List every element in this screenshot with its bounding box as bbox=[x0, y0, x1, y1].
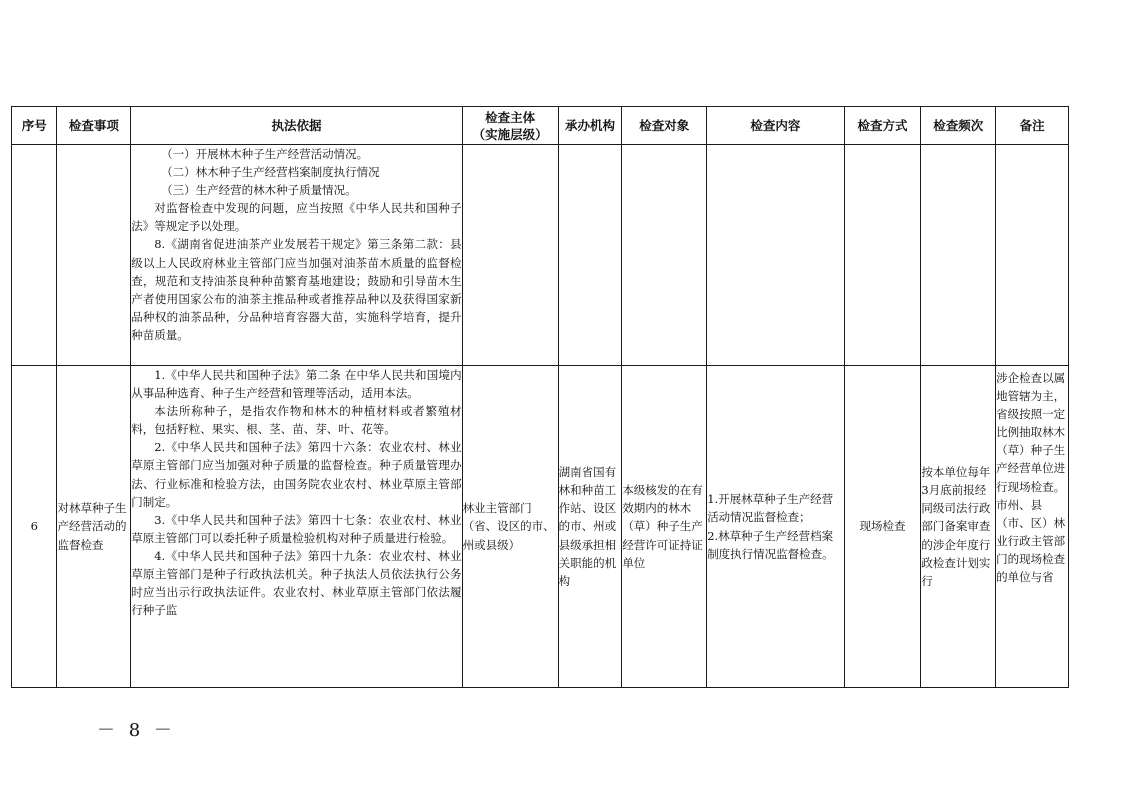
basis-paragraph: 3.《中华人民共和国种子法》第四十七条：农业农村、林业草原主管部门可以委托种子质量检验机构对种子质量进行检验。 bbox=[131, 512, 462, 545]
cell-agency: 湖南省国有林和种苗工作站、设区的市、州或县级承担相关职能的机构 bbox=[558, 366, 622, 688]
cell-method: 现场检查 bbox=[844, 366, 921, 688]
basis-paragraph: 8.《湖南省促进油茶产业发展若干规定》第三条第二款：县级以上人民政府林业主管部门应当加强对油茶苗木质量的监督检查，规范和支持油茶良种种苗繁育基地建设；鼓励和引导苗木生产者使用国家公布的油茶主推品种或者推荐品种以及获得国家新品种权的油茶品种，分品种培育容器大苗，实施科学培育，提升种苗质量。 bbox=[131, 237, 462, 342]
basis-paragraph: 对监督检查中发现的问题，应当按照《中华人民共和国种子法》等规定予以处理。 bbox=[131, 201, 462, 234]
content-line: 2.林草种子生产经营档案制度执行情况监督检查。 bbox=[707, 528, 834, 561]
cell-frequency: 按本单位每年3月底前报经同级司法行政部门备案审查的涉企年度行政检查计划实行 bbox=[921, 366, 996, 688]
header-remarks: 备注 bbox=[996, 107, 1069, 145]
basis-paragraph: （三）生产经营的林木种子质量情况。 bbox=[161, 183, 357, 198]
header-content: 检查内容 bbox=[707, 107, 844, 145]
cell-remarks bbox=[996, 145, 1069, 366]
cell-frequency bbox=[921, 145, 996, 366]
header-target: 检查对象 bbox=[622, 107, 707, 145]
cell-content bbox=[707, 145, 844, 366]
table-header-row bbox=[12, 107, 1069, 145]
content-line: 1.开展林草种子生产经营活动情况监督检查； bbox=[707, 492, 834, 525]
basis-paragraph: （二）林木种子生产经营档案制度执行情况 bbox=[161, 165, 380, 180]
basis-paragraph: 4.《中华人民共和国种子法》第四十九条：农业农村、林业草原主管部门是种子行政执法机关。种子执法人员依法执行公务时应当出示行政执法证件。农业农村、林业草原主管部门依法履行种子监 bbox=[131, 548, 462, 618]
header-subject bbox=[462, 107, 558, 145]
basis-paragraph: 本法所称种子，是指农作物和林木的种植材料或者繁殖材料，包括籽粒、果实、根、茎、苗、芽、叶、花等。 bbox=[131, 404, 462, 437]
basis-paragraph: 2.《中华人民共和国种子法》第四十六条：农业农村、林业草原主管部门应当加强对种子质量的监督检查。种子质量管理办法、行业标准和检验方法，由国务院农业农村、林业草原主管部门制定。 bbox=[131, 440, 462, 509]
basis-paragraph: 1.《中华人民共和国种子法》第二条 在中华人民共和国境内从事品种选育、种子生产经营和管理等活动，适用本法。 bbox=[131, 368, 462, 401]
header-agency: 承办机构 bbox=[558, 107, 622, 145]
cell-item: 对林草种子生产经营活动的监督检查 bbox=[57, 366, 131, 688]
cell-content bbox=[707, 366, 844, 688]
cell-subject: 林业主管部门（省、设区的市、州或县级） bbox=[462, 366, 558, 688]
table-row-6 bbox=[12, 366, 1069, 688]
cell-target bbox=[622, 145, 707, 366]
header-frequency: 检查频次 bbox=[921, 107, 996, 145]
cell-seq: 6 bbox=[12, 366, 57, 688]
header-method: 检查方式 bbox=[844, 107, 921, 145]
cell-target: 本级核发的在有效期内的林木（草）种子生产经营许可证持证单位 bbox=[622, 366, 707, 688]
header-basis: 执法依据 bbox=[131, 107, 462, 145]
cell-seq bbox=[12, 145, 57, 366]
header-item: 检查事项 bbox=[57, 107, 131, 145]
header-subject-line2: （实施层级） bbox=[472, 126, 548, 142]
cell-basis bbox=[131, 366, 462, 688]
cell-subject bbox=[462, 145, 558, 366]
basis-paragraph: （一）开展林木种子生产经营活动情况。 bbox=[161, 147, 369, 161]
cell-agency bbox=[558, 145, 622, 366]
header-seq: 序号 bbox=[12, 107, 57, 145]
cell-method bbox=[844, 145, 921, 366]
inspection-table bbox=[11, 106, 1069, 688]
header-subject-line1: 检查主体 bbox=[485, 109, 536, 125]
cell-basis bbox=[131, 145, 462, 366]
cell-remarks: 涉企检查以属地管辖为主，省级按照一定比例抽取林木（草）种子生产经营单位进行现场检查。市州、县（市、区）林业行政主管部门的现场检查的单位与省 bbox=[996, 366, 1069, 688]
cell-item bbox=[57, 145, 131, 366]
table-row-continued bbox=[12, 145, 1069, 366]
page-number: － 8 － bbox=[97, 720, 176, 741]
